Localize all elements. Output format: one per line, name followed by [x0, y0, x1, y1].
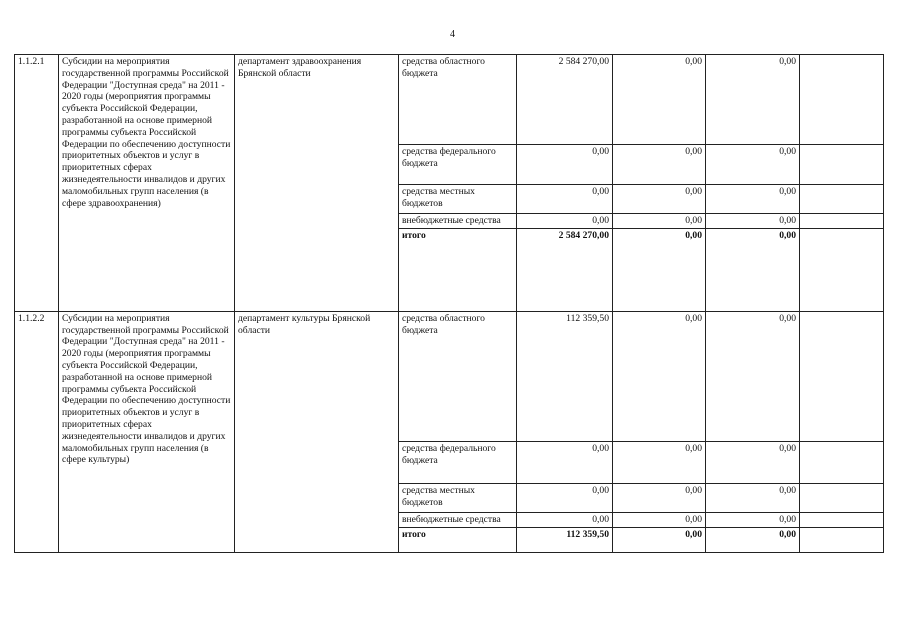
empty-cell	[800, 55, 884, 145]
empty-cell	[800, 441, 884, 483]
funding-source: средства местных бюджетов	[399, 483, 517, 512]
funding-source: средства местных бюджетов	[399, 185, 517, 214]
empty-cell	[800, 228, 884, 311]
item-executor: департамент здравоохранения Брянской области	[235, 55, 399, 312]
budget-table	[14, 54, 884, 553]
table-row	[15, 55, 884, 145]
funding-value-3: 0,00	[706, 145, 800, 185]
empty-cell	[800, 512, 884, 527]
empty-cell	[800, 311, 884, 441]
funding-total-2: 0,00	[613, 527, 706, 552]
funding-total-3: 0,00	[706, 527, 800, 552]
funding-value-1: 2 584 270,00	[517, 55, 613, 145]
funding-value-2: 0,00	[613, 214, 706, 229]
funding-source: средства федерального бюджета	[399, 145, 517, 185]
funding-value-3: 0,00	[706, 214, 800, 229]
empty-cell	[800, 185, 884, 214]
table-row	[15, 311, 884, 441]
funding-value-2: 0,00	[613, 185, 706, 214]
funding-total-1: 112 359,50	[517, 527, 613, 552]
empty-cell	[800, 527, 884, 552]
funding-value-2: 0,00	[613, 441, 706, 483]
funding-source-total: итого	[399, 228, 517, 311]
funding-value-2: 0,00	[613, 55, 706, 145]
item-code: 1.1.2.2	[15, 311, 59, 552]
item-name: Субсидии на мероприятия государственной программы Российской Федерации "Доступная среда" на 2011 - 2020 годы (мероприятия программы субъекта Российской Федерации, разработанной на основе примерной программы субъекта Российской Федерации по обеспечению доступности приоритетных объектов и услуг в приоритетных сферах жизнедеятельности инвалидов и других маломобильных групп населения (в сфере культуры)	[59, 311, 235, 552]
item-code: 1.1.2.1	[15, 55, 59, 312]
funding-value-3: 0,00	[706, 483, 800, 512]
funding-value-3: 0,00	[706, 311, 800, 441]
funding-value-2: 0,00	[613, 145, 706, 185]
funding-value-1: 0,00	[517, 483, 613, 512]
funding-source: внебюджетные средства	[399, 214, 517, 229]
funding-value-2: 0,00	[613, 311, 706, 441]
funding-total-1: 2 584 270,00	[517, 228, 613, 311]
empty-cell	[800, 145, 884, 185]
funding-value-1: 0,00	[517, 512, 613, 527]
item-executor: департамент культуры Брянской области	[235, 311, 399, 552]
funding-total-3: 0,00	[706, 228, 800, 311]
funding-value-2: 0,00	[613, 483, 706, 512]
funding-value-1: 0,00	[517, 145, 613, 185]
funding-value-1: 0,00	[517, 441, 613, 483]
page-number: 4	[450, 29, 455, 40]
funding-value-3: 0,00	[706, 185, 800, 214]
empty-cell	[800, 483, 884, 512]
funding-source: средства областного бюджета	[399, 311, 517, 441]
empty-cell	[800, 214, 884, 229]
funding-value-1: 0,00	[517, 185, 613, 214]
funding-value-2: 0,00	[613, 512, 706, 527]
funding-value-3: 0,00	[706, 512, 800, 527]
funding-source: средства областного бюджета	[399, 55, 517, 145]
funding-value-1: 0,00	[517, 214, 613, 229]
funding-value-1: 112 359,50	[517, 311, 613, 441]
funding-source: внебюджетные средства	[399, 512, 517, 527]
funding-source: средства федерального бюджета	[399, 441, 517, 483]
funding-value-3: 0,00	[706, 55, 800, 145]
funding-source-total: итого	[399, 527, 517, 552]
funding-value-3: 0,00	[706, 441, 800, 483]
item-name: Субсидии на мероприятия государственной программы Российской Федерации "Доступная среда" на 2011 - 2020 годы (мероприятия программы субъекта Российской Федерации, разработанной на основе примерной программы субъекта Российской Федерации по обеспечению доступности приоритетных объектов и услуг в приоритетных сферах жизнедеятельности инвалидов и других маломобильных групп населения (в сфере здравоохранения)	[59, 55, 235, 312]
funding-total-2: 0,00	[613, 228, 706, 311]
